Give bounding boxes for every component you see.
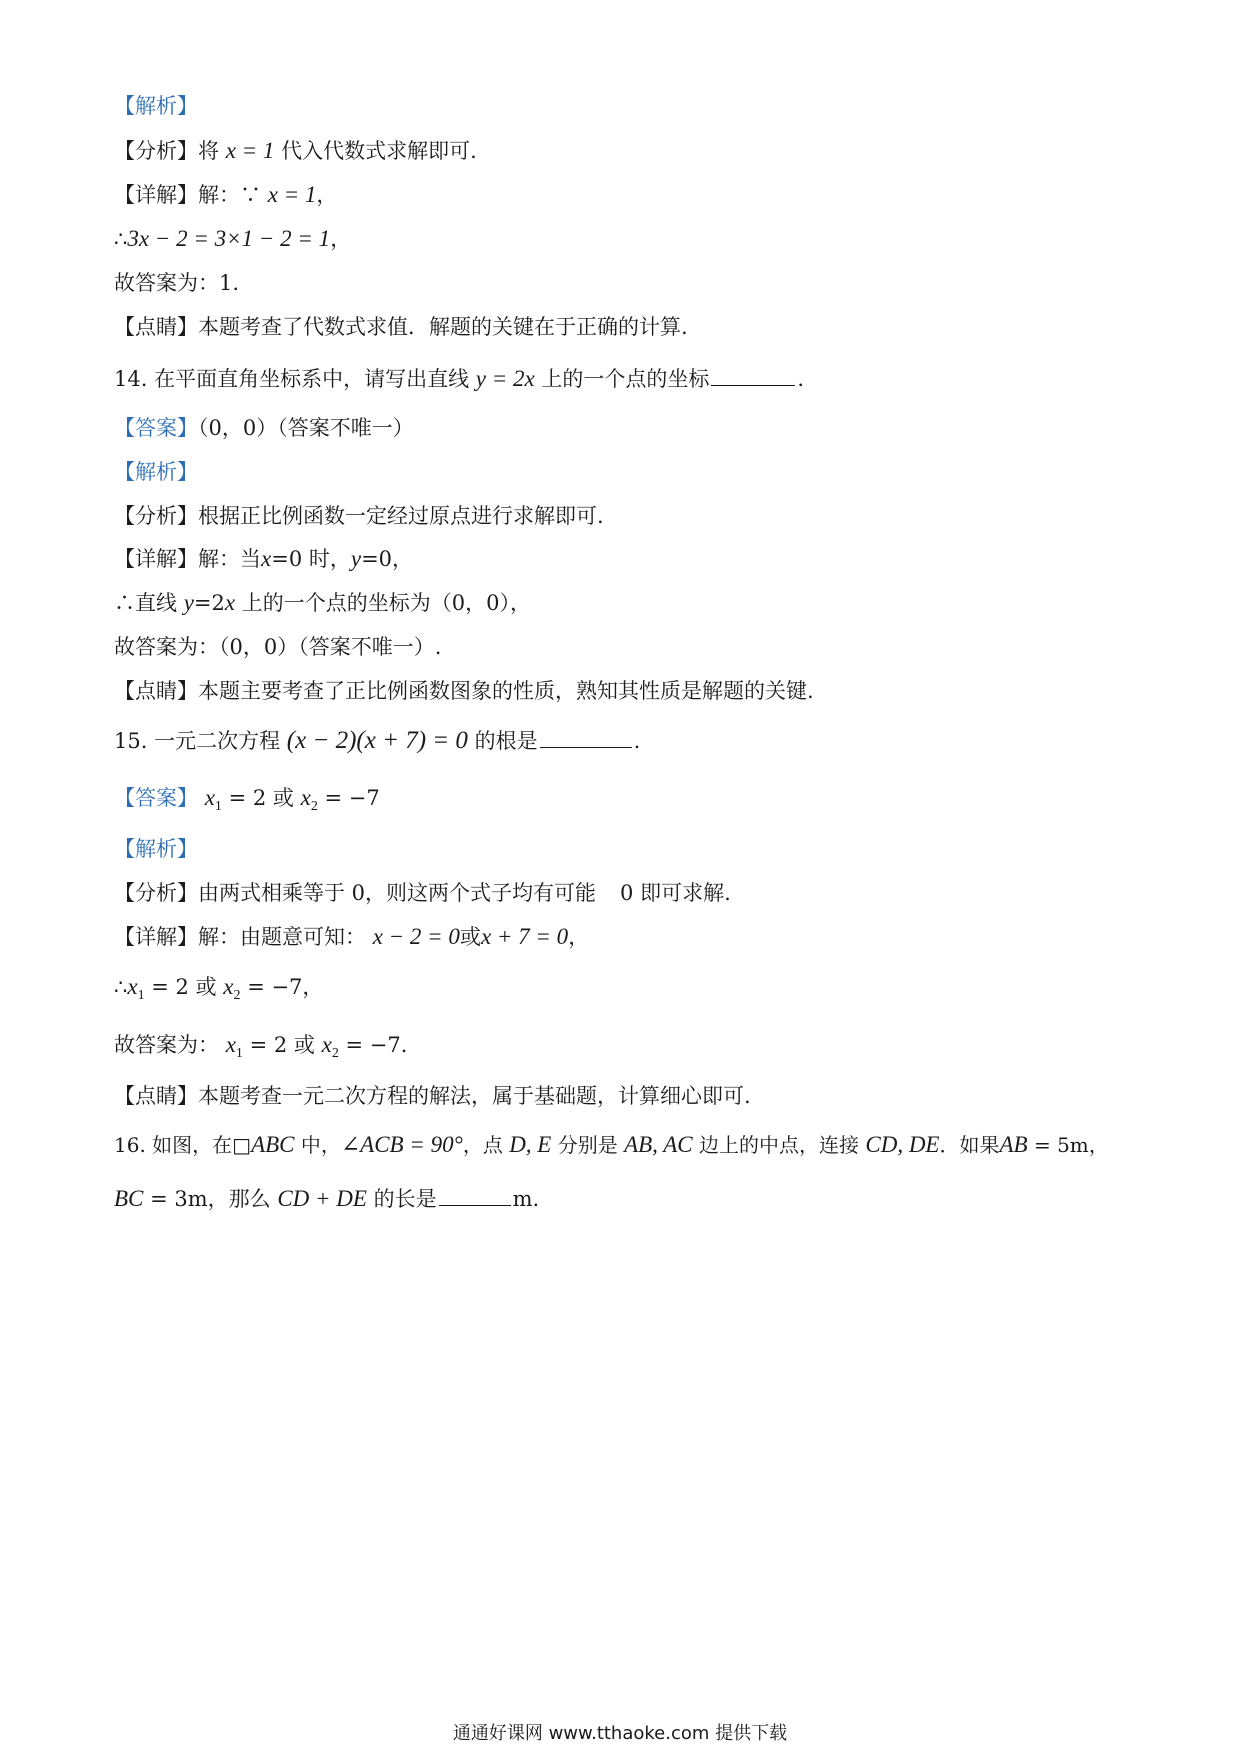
math-expression: y = 2x	[475, 366, 535, 391]
math-expression: (x − 2)(x + 7) = 0	[286, 727, 468, 754]
text: = 3m，那么	[150, 1187, 271, 1211]
subscript: 1	[214, 799, 222, 814]
tag-answer: 【答案】	[114, 786, 198, 810]
text: ∴直线	[114, 591, 177, 615]
text: 本题主要考查了正比例函数图象的性质，熟知其性质是解题的关键.	[198, 679, 814, 703]
math-expression: x = 1	[267, 182, 317, 207]
text: ∴	[114, 227, 128, 251]
detail-line	[114, 181, 337, 209]
math-var: x	[204, 785, 215, 810]
text: 上的一个点的坐标为（0，0），	[241, 591, 532, 615]
text: 在平面直角坐标系中，请写出直线	[154, 367, 470, 391]
answer-line	[114, 1031, 407, 1068]
math-var: x	[321, 1032, 332, 1057]
text: ，	[316, 183, 338, 207]
text: 上的一个点的坐标	[541, 367, 710, 391]
text: 如图，在□	[152, 1133, 252, 1157]
text: 解：∵	[198, 183, 261, 207]
answer-blank	[540, 725, 632, 748]
therefore-line	[114, 973, 323, 1010]
tag-xiangjie: 【详解】	[114, 183, 198, 207]
text: m.	[512, 1187, 540, 1211]
text: 本题考查一元二次方程的解法，属于基础题，计算细心即可.	[198, 1084, 751, 1108]
tag-analysis: 【解析】	[114, 837, 198, 861]
comment-line	[114, 1082, 751, 1110]
analysis-line	[114, 502, 604, 530]
analysis-line	[114, 879, 731, 907]
subscript: 2	[233, 988, 241, 1003]
text: 故答案为：	[114, 1033, 219, 1057]
text: ，	[568, 925, 590, 949]
math-expression: 3x − 2 = 3×1 − 2 = 1	[127, 226, 331, 251]
math-var: y	[350, 546, 362, 571]
text: 的根是	[474, 729, 538, 753]
question-14	[114, 363, 804, 393]
math-expression: BC	[114, 1186, 144, 1211]
math-expression: CD, DE	[865, 1132, 940, 1157]
text: ．如果	[939, 1133, 1000, 1157]
text: =0，	[361, 547, 414, 571]
answer-key-line	[114, 414, 414, 442]
tag-xiangjie: 【详解】	[114, 547, 198, 571]
tag-dianjing: 【点睛】	[114, 679, 198, 703]
text: 故答案为：1.	[114, 271, 240, 295]
math-expression: x − 2 = 0	[372, 924, 460, 949]
math-expression: ABC	[251, 1132, 295, 1157]
therefore-line	[114, 225, 351, 253]
subscript: 1	[235, 1046, 243, 1061]
detail-line	[114, 545, 413, 573]
text: 或	[459, 925, 481, 949]
text: 本题考查了代数式求值．解题的关键在于正确的计算.	[198, 315, 688, 339]
detail-line	[114, 923, 589, 951]
text: 由两式相乘等于 0，则这两个式子均有可能	[198, 881, 597, 905]
math-var: x	[224, 590, 236, 615]
subscript: 2	[310, 799, 318, 814]
math-var: x	[261, 546, 272, 571]
text: ∴	[114, 975, 128, 999]
text: 一元二次方程	[154, 729, 281, 753]
math-expression: D, E	[509, 1132, 552, 1157]
text: .	[633, 729, 641, 753]
tag-analysis: 【解析】	[114, 460, 198, 484]
question-15	[114, 725, 640, 755]
question-16-continued	[114, 1183, 539, 1213]
analysis-line	[114, 137, 477, 165]
text: =2	[193, 591, 225, 615]
subscript: 1	[137, 988, 145, 1003]
section-heading-analysis	[114, 835, 198, 863]
answer-blank	[439, 1183, 511, 1206]
question-number: 14.	[114, 367, 148, 391]
text: = 2 或	[228, 786, 294, 810]
section-heading-analysis	[114, 92, 198, 120]
text: .	[797, 367, 805, 391]
math-expression: CD + DE	[277, 1186, 367, 1211]
math-expression: ∠ACB = 90°	[340, 1132, 463, 1157]
page-footer: 通通好课网 www.tthaoke.com 提供下载	[452, 1723, 788, 1744]
answer-blank	[711, 363, 795, 386]
text: = −7	[324, 786, 380, 810]
text: = 5m，	[1033, 1133, 1109, 1157]
question-number: 16.	[114, 1133, 146, 1157]
tag-analysis: 【解析】	[114, 94, 198, 118]
text: =0 时，	[271, 547, 351, 571]
question-number: 15.	[114, 729, 148, 753]
text: 根据正比例函数一定经过原点进行求解即可.	[198, 504, 604, 528]
math-var: x	[225, 1032, 236, 1057]
math-var: x	[223, 974, 234, 999]
comment-line	[114, 677, 814, 705]
tag-fenxi: 【分析】	[114, 504, 198, 528]
text: 0 即可求解.	[620, 881, 731, 905]
question-16	[114, 1131, 1109, 1159]
tag-fenxi: 【分析】	[114, 139, 198, 163]
text: 故答案为：（0，0）（答案不唯一）.	[114, 635, 442, 659]
math-expression: x + 7 = 0	[480, 924, 569, 949]
text: 解：当	[198, 547, 261, 571]
text: ，	[330, 227, 352, 251]
subscript: 2	[331, 1046, 339, 1061]
text: （0，0）（答案不唯一）	[198, 416, 414, 440]
answer-line	[114, 633, 441, 661]
text: 的长是	[373, 1187, 437, 1211]
tag-answer: 【答案】	[114, 416, 198, 440]
section-heading-analysis	[114, 458, 198, 486]
tag-dianjing: 【点睛】	[114, 315, 198, 339]
math-var: y	[183, 590, 194, 615]
text: = 2 或	[151, 975, 217, 999]
text: 中，	[300, 1133, 341, 1157]
therefore-line	[114, 589, 531, 617]
text: = 2 或	[249, 1033, 315, 1057]
text: = −7，	[247, 975, 324, 999]
math-expression: AB, AC	[624, 1132, 693, 1157]
math-expression: x = 1	[225, 138, 275, 163]
tag-dianjing: 【点睛】	[114, 1084, 198, 1108]
text: = −7.	[345, 1033, 408, 1057]
text: ，点	[462, 1133, 503, 1157]
comment-line	[114, 313, 688, 341]
text: 分别是	[557, 1133, 618, 1157]
text: 解：由题意可知：	[198, 925, 366, 949]
math-var: x	[127, 974, 138, 999]
math-var: x	[300, 785, 311, 810]
text: 代入代数式求解即可.	[281, 139, 477, 163]
answer-line	[114, 269, 239, 297]
answer-key-line	[114, 784, 380, 821]
tag-xiangjie: 【详解】	[114, 925, 198, 949]
text: 边上的中点，连接	[699, 1133, 860, 1157]
text: 将	[198, 139, 219, 163]
math-expression: AB	[999, 1132, 1028, 1157]
tag-fenxi: 【分析】	[114, 881, 198, 905]
